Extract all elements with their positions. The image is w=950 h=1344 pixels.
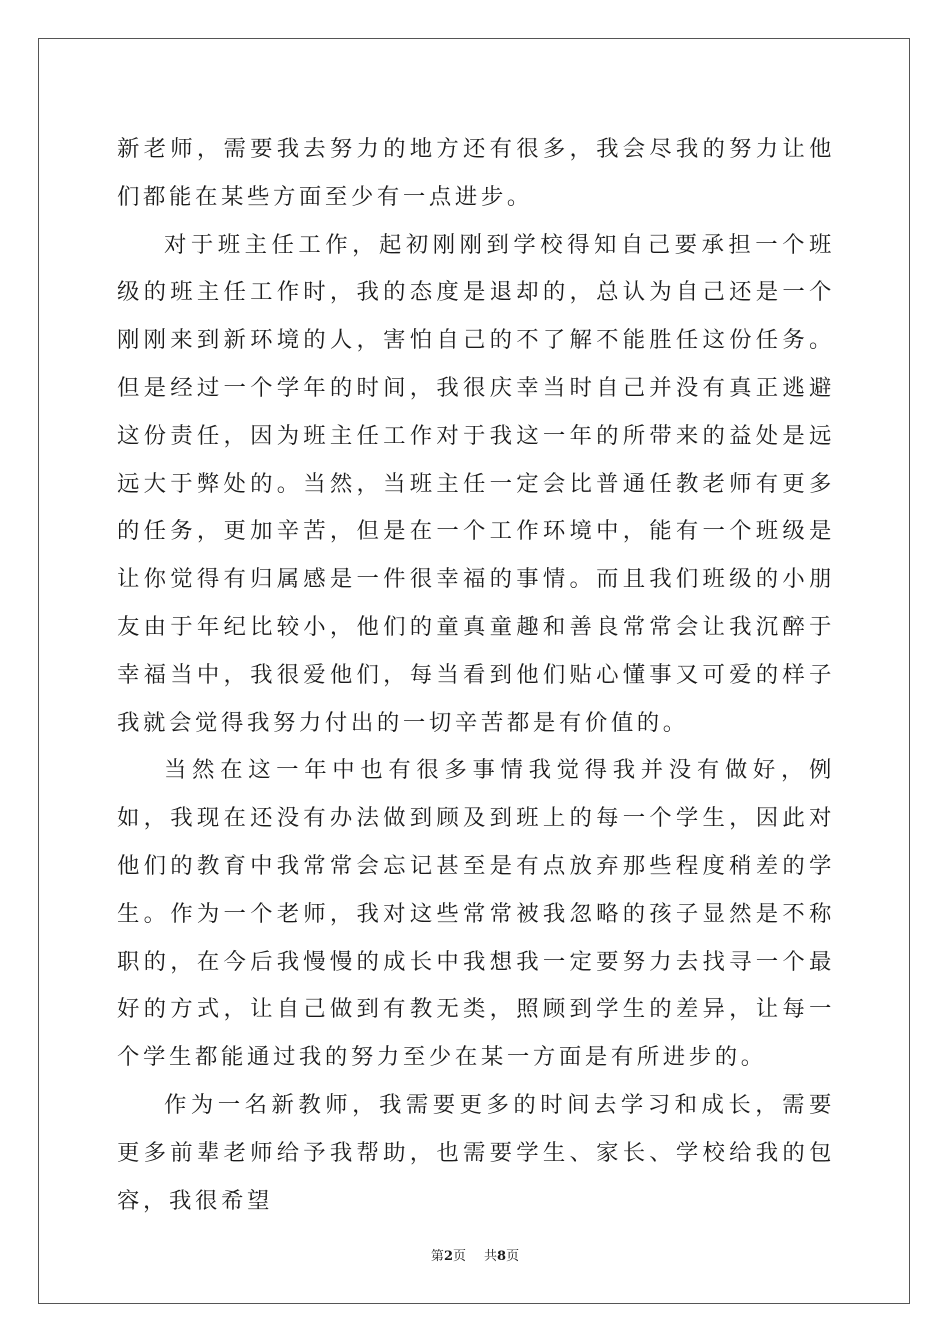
paragraph-4: 作为一名新教师，我需要更多的时间去学习和成长，需要更多前辈老师给予我帮助，也需要学生、家长、学校给我的包容，我很希望 bbox=[117, 1091, 835, 1214]
total-suffix: 页 bbox=[506, 1249, 520, 1264]
paragraph-1: 新老师，需要我去努力的地方还有很多，我会尽我的努力让他们都能在某些方面至少有一点进步。 bbox=[117, 136, 835, 210]
paragraph-2: 对于班主任工作，起初刚刚到学校得知自己要承担一个班级的班主任工作时，我的态度是退却的，总认为自己还是一个刚刚来到新环境的人，害怕自己的不了解不能胜任这份任务。但是经过一个学年的时间，我很庆幸当时自己并没有真正逃避这份责任，因为班主任工作对于我这一年的所带来的益处是远远大于弊处的。当然，当班主任一定会比普通任教老师有更多的任务，更加辛苦，但是在一个工作环境中，能有一个班级是让你觉得有归属感是一件很幸福的事情。而且我们班级的小朋友由于年纪比较小，他们的童真童趣和善良常常会让我沉醉于幸福当中，我很爱他们，每当看到他们贴心懂事又可爱的样子我就会觉得我努力付出的一切辛苦都是有价值的。 bbox=[117, 231, 835, 736]
total-prefix: 共 bbox=[484, 1249, 498, 1264]
page-number: 2 bbox=[443, 1249, 453, 1264]
total-pages: 8 bbox=[497, 1249, 507, 1264]
paragraph-3: 当然在这一年中也有很多事情我觉得我并没有做好，例如，我现在还没有办法做到顾及到班上的每一个学生，因此对他们的教育中我常常会忘记甚至是有点放弃那些程度稍差的学生。作为一个老师，我对这些常常被我忽略的孩子显然是不称职的，在今后我慢慢的成长中我想我一定要努力去找寻一个最好的方式，让自己做到有教无类，照顾到学生的差异，让每一个学生都能通过我的努力至少在某一方面是有所进步的。 bbox=[117, 757, 835, 1071]
page-prefix: 第 bbox=[430, 1249, 444, 1264]
page-footer bbox=[0, 1248, 950, 1266]
document-body bbox=[117, 126, 835, 1225]
page-suffix: 页 bbox=[452, 1249, 466, 1264]
